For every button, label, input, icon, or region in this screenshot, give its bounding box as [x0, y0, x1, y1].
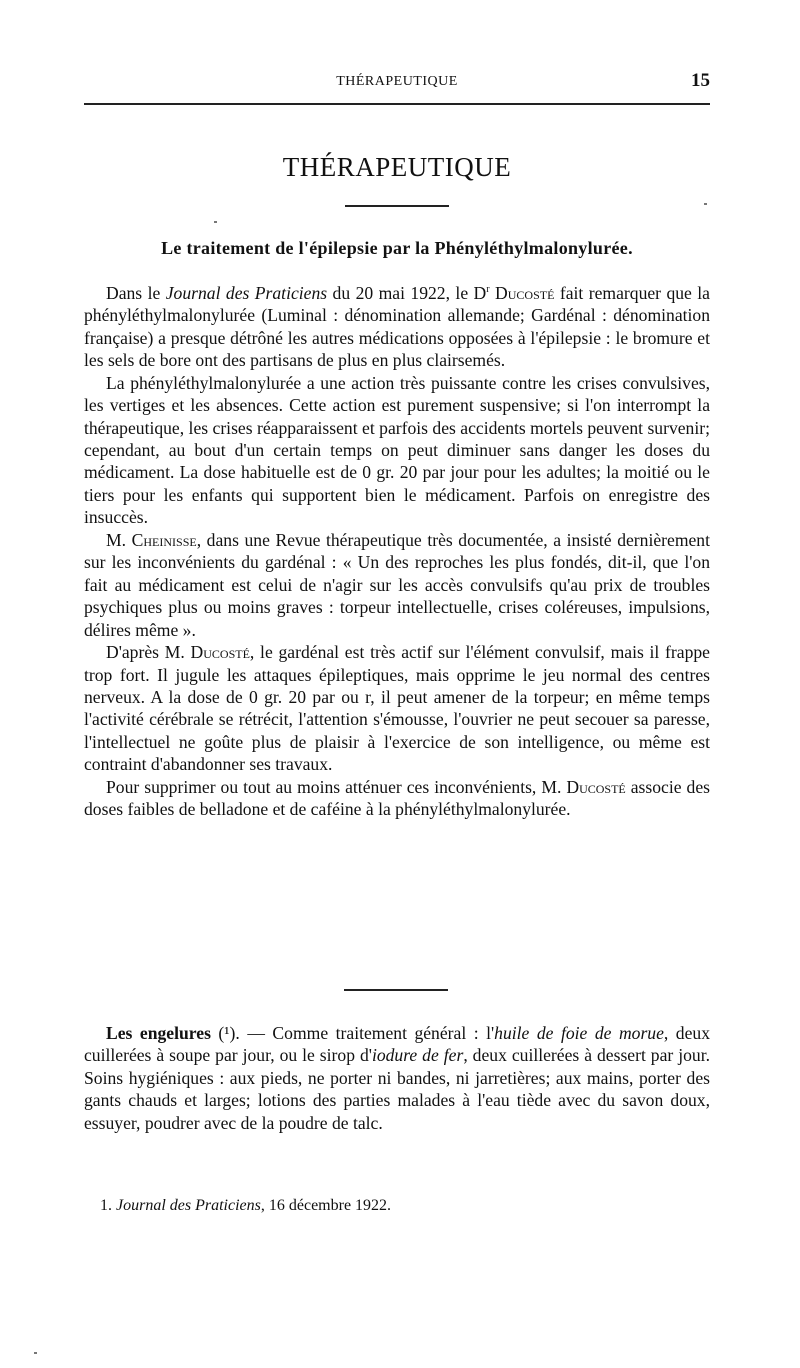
engelures-heading: Les engelures — [106, 1023, 211, 1043]
section-divider — [344, 989, 448, 991]
paragraph-3: M. Cheinisse, dans une Revue thérapeutique très documentée, a insisté dernièrement sur les inconvénients du gardénal : « Un des reproches les plus fondés, dit-il, que l'on fait au médicament est celui de n'agir sur les accès convulsifs qu'au prix de troubles psychiques plus ou moins graves : torpeur intellectuelle, crises coléreuses, impulsions, délires même ». — [84, 529, 710, 640]
scan-speck — [34, 1352, 37, 1354]
paragraph-2: La phényléthylmalonylurée a une action très puissante contre les crises convulsives, les vertiges et les absences. Cette action est purement suspensive; si l'on interrompt la thérapeutique, les crises réapparaissent et parfois des accidents mortels peuvent survenir; cependant, au bout d'un certain temps on peut diminuer sans danger les doses du médicament. La dose habituelle est de 0 gr. 20 par jour pour les adultes; la moitié ou le tiers pour les enfants qui supportent bien le médicament. Parfois on enregistre des insuccès. — [84, 372, 710, 528]
paragraph-5: Pour supprimer ou tout au moins atténuer ces inconvénients, M. Ducosté associe des doses faibles de belladone et de caféine à la phényléthylmalonylurée. — [84, 776, 710, 820]
footnote-number: 1. — [100, 1197, 112, 1214]
footnote-reference: (¹). — [210, 1023, 240, 1043]
scan-speck — [214, 221, 217, 223]
running-title: THÉRAPEUTIQUE — [336, 74, 458, 89]
footnote-date: , 16 décembre 1922. — [260, 1197, 392, 1214]
paragraph-1: Dans le Journal des Praticiens du 20 mai 1922, le $D^r$ Ducosté fait remarquer que la phényléthylmalonylurée (Luminal : dénomination allemande; Gardénal : dénomination française) a presque détrôné les autres médications opposées à l'épilepsie : le bromure et les sels de bore ont des partisans de plus en plus clairsemés. — [84, 282, 710, 371]
running-head — [84, 72, 710, 96]
page-number: 15 — [691, 70, 710, 91]
paragraph-4: D'après M. Ducosté, le gardénal est très actif sur l'élément convulsif, mais il frappe trop fort. Il jugule les attaques épileptiques, mais opprime le jeu normal des centres nerveux. A la dose de 0 gr. 20 par ou r, il peut amener de la torpeur; en même temps l'activité cérébrale se rétrécit, l'attention s'émousse, l'ouvrier ne peut secouer sa paresse, l'intellectuel ne goûte plus de plaisir à l'exercice de son intelligence, ou même est contraint d'abandonner ses travaux. — [84, 642, 710, 775]
footnote-source: Journal des Praticiens — [116, 1197, 261, 1214]
engelures-section — [84, 1022, 710, 1134]
chapter-title: THÉRAPEUTIQUE — [282, 152, 512, 182]
title-divider — [345, 205, 449, 207]
article-title: Le traitement de l'épilepsie par la Phényléthylmalonylurée. — [161, 238, 633, 258]
footnote — [100, 1197, 391, 1215]
engelures-paragraph: Les engelures (¹). — Comme traitement général : l'huile de foie de morue, deux cuillerées à soupe par jour, ou le sirop d'iodure de fer, deux cuillerées à dessert par jour. Soins hygiéniques : aux pieds, ne porter ni bandes, ni jarretières; aux mains, porter des gants chauds et larges; lotions des parties malades à l'eau tiède avec du savon doux, essuyer, poudrer avec de la poudre de talc. — [84, 1023, 711, 1133]
scan-speck — [704, 203, 707, 205]
article-body — [84, 279, 710, 821]
header-rule — [84, 103, 710, 105]
